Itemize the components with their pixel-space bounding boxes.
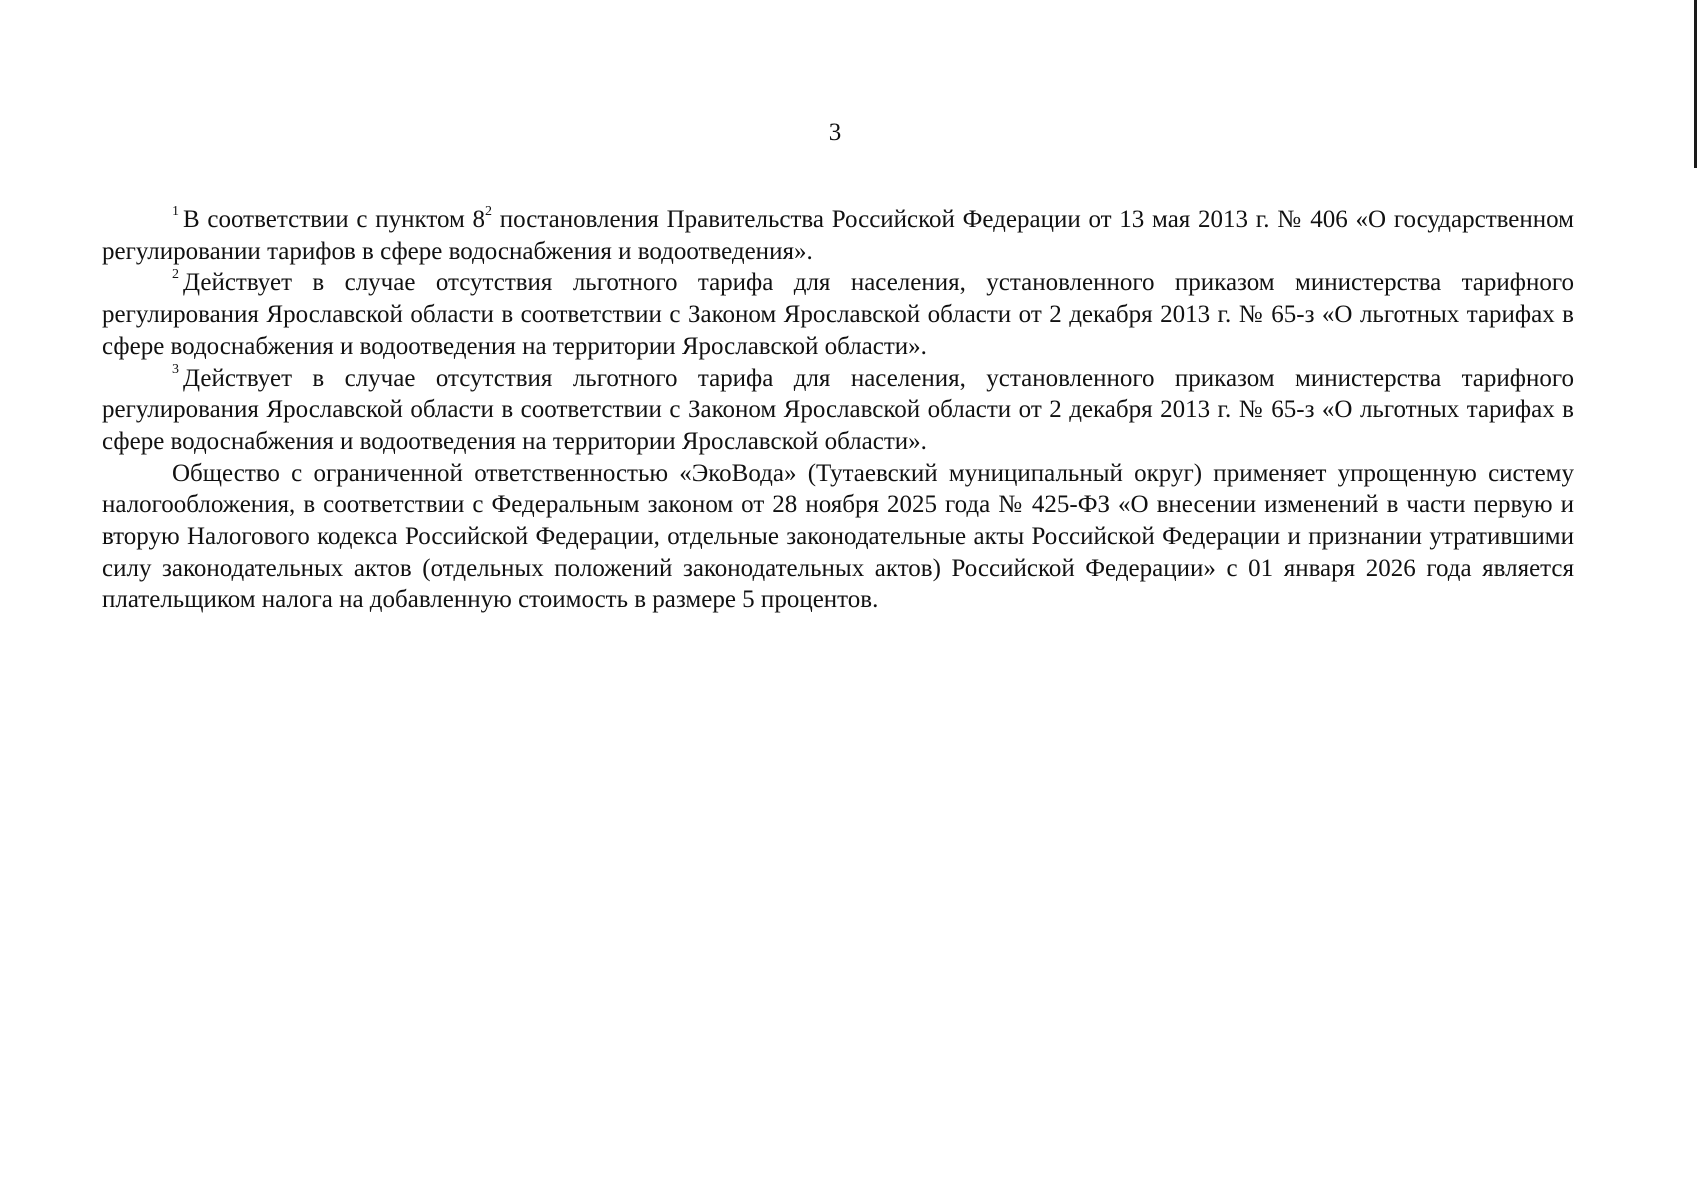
- footnote-3-mark: 3: [172, 362, 179, 378]
- footnote-2: [102, 267, 1574, 362]
- footnote-3: [102, 363, 1574, 458]
- footnote-3-text: Действует в случае отсутствия льготного тарифа для населения, установленного приказом министерства тарифного регулирования Ярославской области в соответствии с Законом Ярославской области от 2 декабря 2013 г. № 65-з «О льготных тарифах в сфере водоснабжения и водоотведения на территории Ярославской области».: [102, 364, 1574, 455]
- footnote-2-mark: 2: [172, 267, 179, 283]
- footnote-1-text-before: В соответствии с пунктом 8: [183, 206, 486, 233]
- page-number: 3: [828, 119, 842, 146]
- tax-note-paragraph: Общество с ограниченной ответственностью «ЭкоВода» (Тутаевский муниципальный округ) применяет упрощенную систему налогообложения, в соответствии с Федеральным законом от 28 ноября 2025 года № 425-ФЗ «О внесении изменений в части первую и вторую Налогового кодекса Российской Федерации, отдельные законодательные акты Российской Федерации и признании утратившими силу законодательных актов (отдельных положений законодательных актов) Российской Федерации» с 01 января 2026 года является плательщиком налога на добавленную стоимость в размере 5 процентов.: [102, 459, 1574, 614]
- footnote-1-mark: 1: [172, 203, 179, 219]
- footnote-1: [102, 204, 1574, 267]
- footnote-1-text-after: постановления Правительства Российской Федерации от 13 мая 2013 г. № 406 «О государственном регулировании тарифов в сфере водоснабжения и водоотведения».: [102, 206, 1574, 265]
- document-body: [102, 204, 1574, 616]
- footnote-2-text: Действует в случае отсутствия льготного тарифа для населения, установленного приказом министерства тарифного регулирования Ярославской области в соответствии с Законом Ярославской области от 2 декабря 2013 г. № 65-з «О льготных тарифах в сфере водоснабжения и водоотведения на территории Ярославской области».: [102, 269, 1574, 360]
- footnote-1-superscript: 2: [485, 203, 493, 219]
